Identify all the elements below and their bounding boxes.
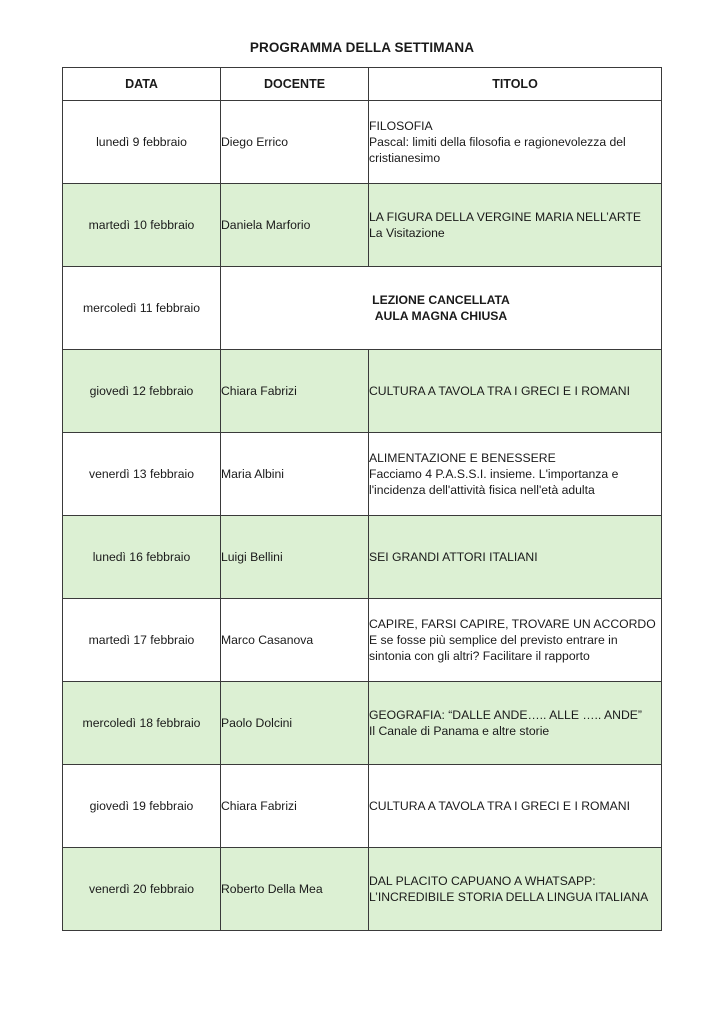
teacher-cell: Diego Errico [221, 101, 369, 184]
cancellation-line: AULA MAGNA CHIUSA [374, 309, 508, 323]
table-row [63, 848, 662, 931]
title-cell [369, 516, 662, 599]
lesson-title: CAPIRE, FARSI CAPIRE, TROVARE UN ACCORDO [369, 617, 656, 631]
page-title: PROGRAMMA DELLA SETTIMANA [249, 40, 475, 55]
lesson-title: CULTURA A TAVOLA TRA I GRECI E I ROMANI [369, 384, 630, 398]
lesson-subtitle: Facciamo 4 P.A.S.S.I. insieme. L'importanza e l'incidenza dell'attività fisica nell'età adulta [369, 467, 619, 497]
date-cell: giovedì 12 febbraio [63, 350, 221, 433]
date-cell: mercoledì 18 febbraio [63, 682, 221, 765]
lesson-title: SEI GRANDI ATTORI ITALIANI [369, 550, 538, 564]
teacher-cell: Paolo Dolcini [221, 682, 369, 765]
date-cell: martedì 17 febbraio [63, 599, 221, 682]
teacher-cell: Marco Casanova [221, 599, 369, 682]
teacher-cell: Chiara Fabrizi [221, 350, 369, 433]
table-row [63, 101, 662, 184]
lesson-title: CULTURA A TAVOLA TRA I GRECI E I ROMANI [369, 799, 630, 813]
title-cell [369, 433, 662, 516]
table-row [63, 267, 662, 350]
teacher-cell: Chiara Fabrizi [221, 765, 369, 848]
date-cell: lunedì 9 febbraio [63, 101, 221, 184]
teacher-cell: Roberto Della Mea [221, 848, 369, 931]
table-row [63, 350, 662, 433]
lesson-title: DAL PLACITO CAPUANO A WHATSAPP: L’INCREDIBILE STORIA DELLA LINGUA ITALIANA [369, 874, 649, 904]
lesson-subtitle: Pascal: limiti della filosofia e ragionevolezza del cristianesimo [369, 135, 626, 165]
date-cell: mercoledì 11 febbraio [63, 267, 221, 350]
title-cell [369, 848, 662, 931]
date-cell: venerdì 20 febbraio [63, 848, 221, 931]
lesson-title: GEOGRAFIA: “DALLE ANDE….. ALLE ….. ANDE” [369, 708, 642, 722]
cancellation-line: LEZIONE CANCELLATA [372, 293, 510, 307]
table-row [63, 433, 662, 516]
title-cell [369, 101, 662, 184]
lesson-subtitle: E se fosse più semplice del previsto entrare in sintonia con gli altri? Facilitare il rapporto [369, 633, 618, 663]
table-header-row [63, 68, 662, 101]
table-row [63, 599, 662, 682]
title-cell [369, 599, 662, 682]
table-row [63, 682, 662, 765]
title-cell [369, 350, 662, 433]
lesson-title: LA FIGURA DELLA VERGINE MARIA NELL’ARTE [369, 210, 642, 224]
teacher-cell: Luigi Bellini [221, 516, 369, 599]
title-cell [369, 184, 662, 267]
teacher-cell: Maria Albini [221, 433, 369, 516]
lesson-title: FILOSOFIA [369, 119, 433, 133]
title-cell [369, 682, 662, 765]
lesson-subtitle: Il Canale di Panama e altre storie [369, 724, 550, 738]
schedule-body [63, 101, 662, 931]
date-cell: martedì 10 febbraio [63, 184, 221, 267]
lesson-title: ALIMENTAZIONE E BENESSERE [369, 451, 556, 465]
column-header-date: DATA [63, 68, 221, 101]
table-row [63, 765, 662, 848]
date-cell: giovedì 19 febbraio [63, 765, 221, 848]
table-row [63, 184, 662, 267]
column-header-teacher: DOCENTE [221, 68, 369, 101]
column-header-title: TITOLO [369, 68, 662, 101]
cancellation-notice [221, 267, 662, 350]
date-cell: venerdì 13 febbraio [63, 433, 221, 516]
title-cell [369, 765, 662, 848]
lesson-subtitle: La Visitazione [369, 226, 445, 240]
teacher-cell: Daniela Marforio [221, 184, 369, 267]
table-row [63, 516, 662, 599]
date-cell: lunedì 16 febbraio [63, 516, 221, 599]
schedule-table [62, 67, 662, 931]
